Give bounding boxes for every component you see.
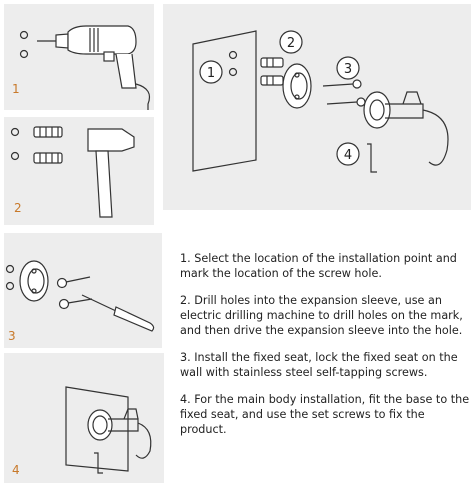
step-2-panel <box>4 117 154 225</box>
step-3-panel <box>4 233 162 348</box>
hammer-illustration <box>4 117 154 225</box>
hole-mark <box>12 153 19 160</box>
instruction-step-1: 1. Select the location of the installation point and mark the location of the screw hole. <box>180 252 457 280</box>
hook-icon <box>88 409 151 458</box>
instruction-step-3: 3. Install the fixed seat, lock the fixed seat on the wall with stainless steel self-tapping screws. <box>180 351 458 379</box>
hole-mark <box>12 129 19 136</box>
step-4-panel <box>4 353 164 483</box>
mounting-plate-icon <box>283 64 311 108</box>
hook-illustration <box>4 353 164 483</box>
instruction-step-2: 2. Drill holes into the expansion sleeve, use an electric drilling machine to drill holes on the mark, and then drive the expansion sleeve into the hole. <box>180 294 463 337</box>
hex-key-icon <box>367 144 377 172</box>
step-number: 4 <box>12 463 20 477</box>
exploded-installation-diagram <box>163 4 471 210</box>
wall-plate <box>193 31 256 171</box>
hammer-icon <box>88 129 134 217</box>
step-1-panel <box>4 4 154 110</box>
hex-key-icon <box>94 453 103 473</box>
instruction-step-4: 4. For the main body installation, fit the base to the fixed seat, and use the set screws to fix the product. <box>180 393 470 436</box>
callout-label: 2 <box>286 36 296 51</box>
hole-mark <box>21 51 28 58</box>
hole-mark <box>230 69 237 76</box>
instructions-list <box>180 251 470 449</box>
anchor-icon <box>261 58 283 85</box>
callout-label: 1 <box>206 66 216 81</box>
hole-mark <box>21 32 28 39</box>
step-number: 2 <box>14 201 22 215</box>
screw-icon <box>323 80 365 106</box>
hole-mark <box>7 283 14 290</box>
drill-icon <box>37 26 150 110</box>
main-diagram-panel <box>163 4 471 210</box>
anchor-icon <box>34 127 62 163</box>
drill-illustration <box>4 4 154 110</box>
hole-mark <box>230 52 237 59</box>
callout-label: 3 <box>343 62 353 77</box>
mounting-plate-icon <box>20 261 48 301</box>
hole-mark <box>7 266 14 273</box>
step-number: 3 <box>8 329 16 343</box>
step-number: 1 <box>12 82 20 96</box>
callout-label: 4 <box>343 148 353 163</box>
screwdriver-illustration <box>4 233 162 348</box>
screw-icon <box>58 277 93 309</box>
hook-icon <box>364 92 448 165</box>
screwdriver-icon <box>82 295 154 331</box>
